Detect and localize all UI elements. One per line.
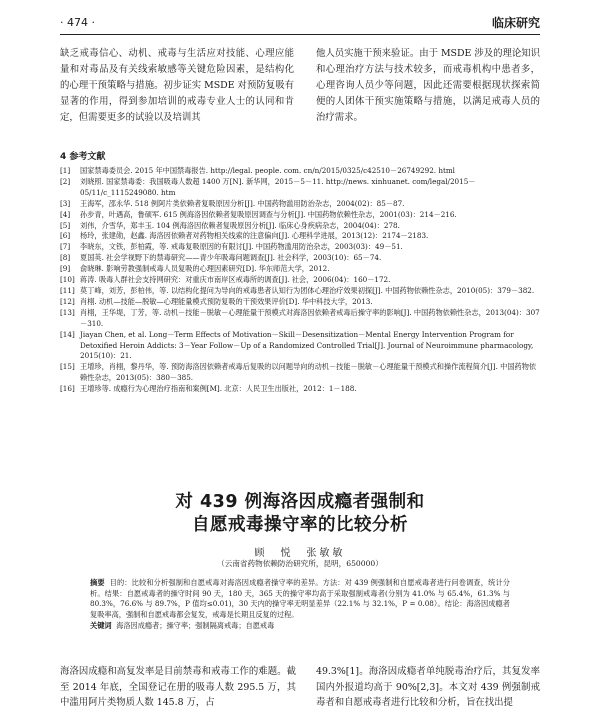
reference-number: [5] xyxy=(60,220,71,230)
article-title-line-1: 对 439 例海洛因成瘾者强制和 xyxy=(175,492,425,512)
reference-number: [13] xyxy=(60,307,75,317)
reference-text: 国家禁毒委员会. 2015 年中国禁毒报告. http://legal. people. com. cn/n/2015/0325/c42510－26749292. html xyxy=(80,166,455,175)
reference-text: 李晓东，文铁，彭柏霞，等. 戒毒复吸原因的有限讨[J]. 中国药物滥用防治杂志，2003(03)：49－51. xyxy=(80,242,403,252)
reference-text: 刘晓照. 国家禁毒委：我国吸毒人数超 1400 万[N]. 新华网，2015－5－11. http://news. xinhuanet. com/legal/2015－05/11/c_1115249080. htm xyxy=(80,176,476,197)
reference-item xyxy=(60,242,542,253)
reference-item xyxy=(60,210,542,221)
reference-item xyxy=(60,297,542,308)
abstract-block xyxy=(90,578,510,632)
references-heading: 4 参考文献 xyxy=(60,152,106,162)
reference-item xyxy=(60,264,542,275)
reference-number: [9] xyxy=(60,264,71,274)
abstract-label: 摘要 xyxy=(90,578,105,587)
reference-item xyxy=(60,199,542,210)
paragraph: 他人员实施干预来验证。由于 MSDE 涉及的理论知识和心理治疗方法与技术较多，而戒毒机构中患者多，心理咨询人员少等问题，因此还需要根据现状探索简便的人团体干预实施策略与措施，以满足戒毒人员的治疗需求。 xyxy=(316,48,540,123)
keywords xyxy=(90,621,510,632)
reference-number: [3] xyxy=(60,198,71,208)
keywords-text: 海洛因成瘾者；操守率；强制隔离戒毒；自愿戒毒 xyxy=(116,621,275,630)
reference-text: 孙步青，叶遇高，鲁硕军. 615 例海洛因依赖者复吸原因调查与分析[J]. 中国药物依赖性杂志，2001(03)：214－216. xyxy=(80,209,457,219)
reference-number: [16] xyxy=(60,384,75,394)
journal-section-label: 临床研究 xyxy=(491,16,540,30)
reference-text: 蒋涛. 吸毒人群社会支持网研究：对重庆市南岸区戒毒所的调查[J]. 社会，2006(04)：160－172. xyxy=(80,275,391,285)
reference-item xyxy=(60,221,542,232)
reference-item xyxy=(60,308,542,330)
reference-text: 夏国英. 社会学视野下的禁毒研究——青少年吸毒问题调查[J]. 社会科学，2003(10)：65－74. xyxy=(80,253,382,263)
reference-text: 肖栩，王华堤，丁芳，等. 动机－技能－脱敏－心理能量干预模式对海洛因依赖者戒毒后操守率的影响[J]. 中国药物依赖性杂志，2013(04)：307－310. xyxy=(80,307,540,328)
reference-number: [1] xyxy=(60,166,71,175)
reference-number: [11] xyxy=(60,285,75,295)
reference-text: 王增珍等. 成瘾行为心理治疗指南和案例[M]. 北京：人民卫生出版社，2012：1－188. xyxy=(80,384,357,394)
reference-number: [8] xyxy=(60,253,71,263)
reference-item xyxy=(60,384,542,395)
reference-item xyxy=(60,231,542,242)
reference-item xyxy=(60,177,542,199)
reference-text: 王海军，邵永华. 518 例阿片类依赖者复吸原因分析[J]. 中国药物滥用防治杂志，2004(02)：85－87. xyxy=(80,198,405,208)
reference-text: 王增珍，肖栩，黎丹华，等. 预防海洛因依赖者戒毒后复吸的以问题导向的动机－技能－脱敏－心理能量干预模式和操作流程简介[J]. 中国药物依赖性杂志，2013(05)：380－385. xyxy=(80,362,537,383)
references-section xyxy=(60,150,542,395)
paragraph: 海洛因成瘾和高复发率是目前禁毒和戒毒工作的难题。截至 2014 年底，全国登记在册的吸毒人数 295.5 万，其中滥用阿片类物质人数 145.8 万，占 xyxy=(60,666,296,708)
previous-article-text-right xyxy=(316,46,540,126)
reference-text: 莫丁峰，刘芳，彭柏伟，等. 以结构化提问为导向的戒毒患者认知行为团体心理治疗效果初探[J]. 中国药物依赖性杂志，2010(05)：379－382. xyxy=(80,285,535,295)
reference-text: Jiayan Chen, et al. Long－Term Effects of Motivation－Skill－Desensitization－Mental Energy Intervention Program for Detoxified Heroin Addicts: 3－Year Follow－Up of a Randomized Controlled Trial[J]. Journal of Neuroimmune pharmacology, 2015(10)：21. xyxy=(80,329,534,361)
reference-number: [14] xyxy=(60,329,75,339)
article-title-line-2: 自愿戒毒操守率的比较分析 xyxy=(192,515,408,535)
previous-article-text-left xyxy=(60,46,294,126)
reference-item xyxy=(60,330,542,363)
reference-item xyxy=(60,166,542,177)
abstract-text: 目的：比较和分析强制和自愿戒毒对海洛因成瘾者操守率的差异。方法：对 439 例强制和自愿戒毒者进行问卷调查，统计分析。结果：自愿戒毒者的操守时间 90 天，180 天，365 天的操守率均高于采取强制戒毒者(分别为 41.0% 与 65.4%，61.3% 与 80.3%，76.6% 与 89.7%，P 值均≤0.01)，30 天内的操守率无明显差异（22.1% 与 32.1%，P = 0.08）。结论：海洛因成瘾者复吸率高，强制和自愿戒毒都会复发，戒毒是长期且反复的过程。 xyxy=(90,578,510,619)
reference-number: [6] xyxy=(60,231,71,241)
reference-list xyxy=(60,166,542,395)
reference-number: [4] xyxy=(60,209,71,219)
reference-text: 刘伟，介雪华，郑丰玉. 104 例海洛因依赖者复吸原因分析[J]. 临床心身疾病杂志，2004(04)：278. xyxy=(80,220,400,230)
page-number: · 474 · xyxy=(60,16,95,29)
reference-item xyxy=(60,253,542,264)
article-authors: 顾 悦 张敏敏 xyxy=(254,548,346,559)
reference-number: [2] xyxy=(60,176,71,186)
reference-number: [7] xyxy=(60,242,71,252)
keywords-label: 关键词 xyxy=(90,621,112,630)
abstract xyxy=(90,578,510,620)
reference-item xyxy=(60,362,542,384)
reference-number: [15] xyxy=(60,362,75,372)
article-body-left xyxy=(60,664,296,711)
article-affiliation: （云南省药物依赖防治研究所，昆明，650000） xyxy=(217,559,383,568)
article-body-right xyxy=(316,664,540,711)
page-header xyxy=(60,14,540,35)
reference-number: [12] xyxy=(60,296,75,306)
reference-number: [10] xyxy=(60,275,75,285)
reference-item xyxy=(60,286,542,297)
reference-text: 杨玲，张建勋，赵鑫. 海洛因依赖者对药物相关线索的注意偏向[J]. 心理科学进展，2013(12)：2174－2183. xyxy=(80,231,429,241)
paragraph: 缺乏戒毒信心、动机、戒毒与生活应对技能、心理应能量和对毒品及有关线索敏感等关键危险因素，是结构化的心理干预策略与措施。初步证实 MSDE 对预防复吸有显著的作用，得到参加培训的戒毒专业人士的认同和肯定，但需要更多的试验以及培训其 xyxy=(60,48,294,123)
reference-text: 俞晓琳. 影响劳教强制戒毒人员复吸的心理因素研究[D]. 华东师范大学，2012. xyxy=(80,264,330,274)
reference-item xyxy=(60,275,542,286)
reference-text: 肖栩. 动机—技能—脱敏—心理能量模式预防复吸的干预效果评价[D]. 华中科技大学，2013. xyxy=(80,296,373,306)
paragraph: 49.3%[1]。海洛因成瘾者单纯脱毒治疗后，其复发率国内外报道均高于 90%[2,3]。本文对 439 例强制戒毒者和自愿戒毒者进行比较和分析，旨在找出提 xyxy=(316,666,540,708)
